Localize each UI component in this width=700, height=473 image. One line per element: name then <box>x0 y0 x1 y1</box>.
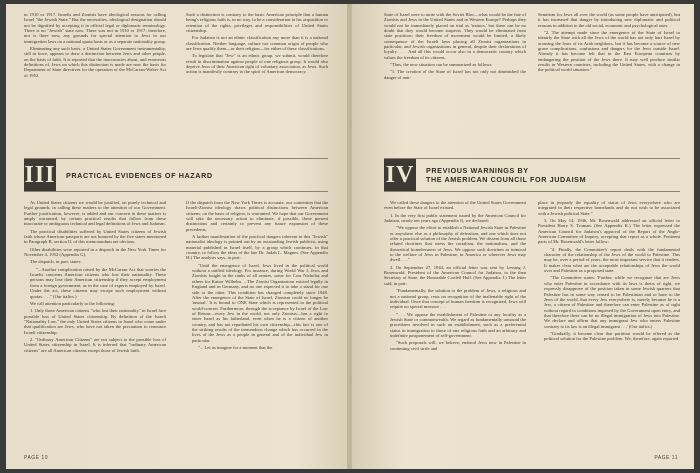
paragraph: Other disabilities were reported in a dispatch in the New York Times for November 4, 1952 (Appendix G). <box>24 246 166 258</box>
left-bottom-col2 <box>186 200 328 432</box>
left-top-col2 <box>186 12 328 134</box>
paragraph: 3. On May 14, 1946, Mr. Rosenwald addressed an official letter to President Harry S. Truman. (See Appendix K.) The letter expressed the American Council for Judaism's approval of the Report of the Anglo-American Committee of Inquiry, accepting that report as a whole. Pertinent parts of Mr. Rosenwald's letter follow: <box>538 218 680 245</box>
paragraph: The dispatch, in part, states: <box>30 259 82 265</box>
paragraph: "Thus, the new situation can be summarized as follows: <box>390 62 493 68</box>
left-top-col1 <box>24 12 166 134</box>
paragraph: Such a distinction is contrary to the basic American principle that a human being's religious faith is, in no way, to be a consideration in his acquisition or retention of the rights, privileges and responsibilities of United States citizenship. <box>186 12 328 34</box>
quotation: "4. Finally, the Committee's report deals with the fundamental character of the relationship of the Jews of the world to Palestine. This may be, over a period of years, the most important service that it renders. It makes clear what are the acceptable relationships of Jews the world over and Palestine as a proposed state. <box>544 246 680 274</box>
quotation: "... Let us imagine for a moment that the <box>198 344 273 350</box>
page-number: PAGE 11 <box>654 455 678 461</box>
section-header-iii <box>24 158 328 192</box>
paragraph: A further manifestation of the practical dangers inherent in this "Jewish" nationalist ideology is pointed out by an outstanding Jewish publicist, using material published in Israel itself, by a group which continues, in that country, to follow the ideas of the late Dr. Judah L. Magnes. (See Appendix H.) The analysis says, in part: <box>186 234 328 261</box>
paragraph: As United States citizens we would be justified, on purely technical and legal grounds, in calling these matters to the attention of our Government. Further justification, however, is added and our concern in these matters is amply warranted, by certain practical results that follow from these inaccurate or ambiguous technical and legal definitions of Jews and Judaism. <box>24 200 166 227</box>
quotation: "We oppose the effort to establish a National Jewish State in Palestine or anywhere else as a philosophy of defeatism, and one which does not offer a practical solution of the Jewish problem. We dissent from all those related doctrines that stress the racialism, the nationalism, and the theoretical homelessness of Jews. We oppose such doctrines as inimical to the welfare of Jews in Palestine, in America or wherever Jews may dwell. . . ." <box>390 225 526 263</box>
left-page <box>6 4 348 469</box>
section-header-iv <box>384 158 680 192</box>
paragraph: We call attention particularly to the following: <box>30 300 116 306</box>
section-title: PRACTICAL EVIDENCES OF HAZARD <box>66 170 213 180</box>
paragraph: place in jeopardy the equality of status of Jews everywhere who are integrated in their respective homelands and do not wish to be associated with a Jewish political State." <box>538 200 680 216</box>
quotation: ". . . We oppose the establishment of Palestine or any locality as a Jewish State or commonwealth. We regard as fundamentally unsound the procedures involved in such an establishment, such as a preferential status in immigration to those of one religious faith and an arbitrary and indefinite postponement of self-government. <box>390 311 526 338</box>
section-title-line2: THE AMERICAN COUNCIL FOR JUDAISM <box>426 175 587 184</box>
quotation: "Gradually, it became clear that partition would be offered as the political solution for the Palestine problem. We, therefore, again reported <box>544 330 680 342</box>
section-numeral: III <box>24 159 56 191</box>
paragraph: The practical disabilities suffered by United States citizens of Jewish faith whose American passports are not honored by the five states mentioned in Paragraph B, section II, of this memorandum are obvious. <box>24 228 166 245</box>
page-number: PAGE 10 <box>24 455 48 461</box>
paragraph: 2. On September 27, 1944, an official letter was sent by Lessing J. Rosenwald, President of the American Council for Judaism, to the then Secretary of State, the Honorable Cordell Hull. (See Appendix J.) The letter said, in part: <box>384 264 526 286</box>
quotation: "Until the emergence of Israel, Jews lived in the political world without a unified ideology. For instance, during World War I, Jews and Zionists fought in the ranks of all armies, some for Czar Nicholas and others for Kaiser Wilhelm. ...The Zionist Organization existed legally in England and in Germany, and no one expected it to take a stand for one side or the other. This condition has changed completely since 1948. After the emergence of the State of Israel, Zionism could no longer be 'neutral.' It is bound to ONE State which is represented in the political world-concert. Furthermore, through the acceptance by Israel of the Law of Return—every Jew in the world, not only Zionists—has a right to enter Israel as his fatherland, even when he is a citizen of another country, and has not repudiated his own citizenship—this fact is one of the striking results of the tremendous change which has occurred in the lives of the Jews as a people in general and of the individual Jew in particular. <box>192 262 328 343</box>
right-bottom-col2 <box>538 200 680 432</box>
quotation: "...Another complication raised by the McCarran Act that worries the Israelis concerns American citizens who lost their nationality. These persons may lose their American citizenship if they accept employment from a foreign government, as in the case of experts employed by Israel. Under the act, these citizens may escape such employment without quotas. . . ." (Our italics.) <box>30 266 166 299</box>
paragraph: "2. The attempt made since the emergence of the State of Israel to identify the State with all the Jews of the world has not only hurt Israel by arousing the fears of its Arab neighbors, but it has become a source of new grave complications, confusions and dangers for the Jews outside Israel. Already it has become felt that in the East European countries by endangering the position of the Jews there. It may well produce similar results in Western countries, including the United States, with a change in the political world situation." <box>538 30 680 73</box>
quotation: "Such proposals will, we believe, embroil Jews now in Palestine in continuing civil strife and <box>390 340 526 351</box>
paragraph: To legislate that "Jew" is an ethnic group, we submit, would therefore result in discrimination against people of one religious group. It would also deprive Jews of their American right of voluntary association, as Jews. Such action is manifestly contrary to the spirit of American democracy. <box>186 53 328 75</box>
paragraph: "1. The creation of the State of Israel has not only not diminished the danger of anti- <box>384 69 526 80</box>
paragraph: If the dispatch from the New York Times is accurate, our contention that the Israeli-Zionist ideology draws political distinctions between American citizens, on the basis of religion, is warranted. We hope that our Government will take the necessary action to eliminate, if possible, these present distinctions and certainly to prevent any future expansion of these precedents. <box>186 200 328 232</box>
paragraph: 2. "Ordinary American Citizens" are not subject to the possible loss of United States citizenship in Israel. It is inferred that "ordinary American citizens" are all American citizens except those of Jewish faith. <box>24 336 166 353</box>
paragraph: We called these dangers to the attention of the United States Government even before the State of Israel existed. <box>384 200 526 211</box>
paragraph: Semitism for Jews all over the world (as some people have anticipated), but it has increased that danger by introducing new diplomatic and political reasons in addition to the old social, economic and psychological ones. <box>538 12 680 28</box>
section-title <box>426 166 586 184</box>
quotation: "Fundamentally, the solution to the problem of Jews, a religious and not a national group, rests on recognition of the inalienable right of the individual. Once that concept of human freedom is recognized, Jews will require no special measure . . . <box>390 288 526 310</box>
right-top-col1 <box>384 12 526 134</box>
paragraph: 1. Only those American citizens "who lost their nationality" in Israel face possible loss of United States citizenship. By definition of the Israeli "Nationality Law," the only United States citizens in Israel who come under that qualification are Jews, who have not taken the precaution to renounce Israeli citizenship. <box>24 308 166 335</box>
paragraph: Eliminating any such basis, a United States Government instrumentality, still in force, appears to draw a distinction between Jews and other people, on the basis of faith. It is reported that the inaccuracies about, and erroneous definitions of, Jews on which this distinction is made are now the basis for Department of State directives for the operation of the McCarran-Walter Act of 1952. <box>24 46 166 78</box>
paragraph: in 1910 or 1917. Israelis and Zionists have ideological reasons for calling Israel "the Jewish State." But the necessities, ideological designation should not be dignified by accepting it in official legal or diplomatic terminology. There is no "Jewish" state now. There was not in 1910 or 1917; therefore, nor is there now, any grounds for special attention to Jews in our immigration laws on a national quota basis or as a separate nationality group. <box>24 12 166 44</box>
section-numeral: IV <box>384 159 416 191</box>
paragraph: 1. In the very first public statement issued by the American Council for Judaism, nearly ten years ago (Appendix I), we declared: <box>384 212 526 224</box>
quotation: "The Committee states: 'Further, while we recognize that are Jews who enter Palestine in accordance with its laws is theirs of right, we expressly disapprove of the position taken in some Jewish quarters that Palestine has in some way ceased to be Palestinian and to have to the Jews of the world, that every Jew everywhere is, merely because he is a Jew, a citizen of Palestine and therefore can enter Palestine as of right without regard to conditions imposed by the Government upon entry, and that therefore there can be no illegal immigration of Jews into Palestine. We declare and affirm that any immigrant Jew who enters Palestine contrary to its law is an illegal immigrant . . .' (Our italics.) <box>544 275 680 329</box>
paragraph: State of Israel were to unite with the Soviet Bloc—what would be the fate of Zionists and Jews in the United States and in Western Europe? Perhaps they would not be immediately placed on trial as 'traitors,' but there can be no doubt that they would become suspects. They would be eliminated from state positions; their freedom of movement would be limited, a likely consequence of the Israeli laws placing all Zionist organizations in particular, and Jewish organizations in general, despite their declarations of loyalty. . . . And all this would occur also in a democratic country which values the freedom of its citizens. <box>384 12 526 60</box>
right-bottom-col1 <box>384 200 526 432</box>
left-bottom-col1 <box>24 200 166 432</box>
right-top-col2 <box>538 12 680 134</box>
right-page <box>352 4 694 469</box>
paragraph: For Judaism is not an ethnic classification any more than it is a national classification. Neither language, culture nor common origin of people who are Jews qualify them—or their religion—for either of these classifications. <box>186 35 328 52</box>
section-title-line1: PREVIOUS WARNINGS BY <box>426 166 529 175</box>
